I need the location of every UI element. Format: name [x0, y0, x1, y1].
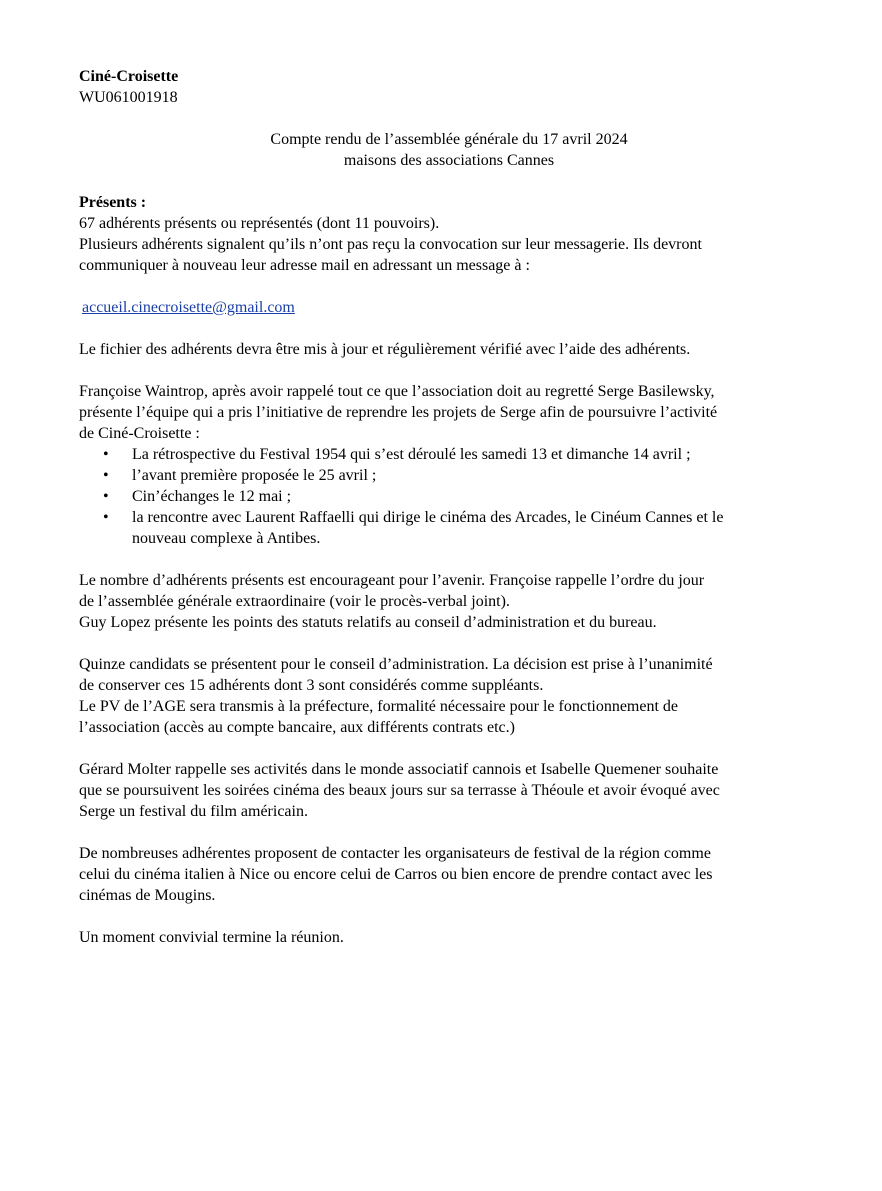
list-item: • La rétrospective du Festival 1954 qui s’est déroulé les samedi 13 et dimanche 14 avril ;: [103, 446, 691, 463]
activities-list: [79, 444, 819, 549]
org-id: WU061001918: [79, 89, 178, 106]
org-name: Ciné-Croisette: [79, 68, 179, 85]
bullet-icon: •: [103, 467, 109, 484]
quinze-paragraph: Quinze candidats se présentent pour le conseil d’administration. La décision est prise à l’unanimité de conserver ces 15 adhérents dont 3 sont considérés comme suppléants. Le PV de l’AGE sera transmis à la préfecture, formalité nécessaire pour le fonctionnement de l’association (accès au compte bancaire, aux différents contrats etc.): [79, 656, 713, 736]
list-item: • Cin’échanges le 12 mai ;: [103, 488, 292, 505]
list-item: • l’avant première proposée le 25 avril ;: [103, 467, 377, 484]
paragraph-line: Plusieurs adhérents signalent qu’ils n’ont pas reçu la convocation sur leur messagerie. Ils devront: [79, 236, 702, 253]
list-item: • la rencontre avec Laurent Raffaelli qui dirige le cinéma des Arcades, le Cinéum Cannes et le nouveau complexe à Antibes.: [103, 509, 724, 547]
nombre-paragraph: Le nombre d’adhérents présents est encourageant pour l’avenir. Françoise rappelle l’ordre du jour de l’assemblée générale extraordinaire (voir le procès-verbal joint). Guy Lopez présente les points des statuts relatifs au conseil d’administration et du bureau.: [79, 572, 705, 631]
paragraph-line: communiquer à nouveau leur adresse mail en adressant un message à :: [79, 257, 530, 274]
paragraph-line: présente l’équipe qui a pris l’initiative de reprendre les projets de Serge afin de poursuivre l’activité: [79, 404, 718, 421]
presents-heading: Présents :: [79, 194, 147, 211]
presents-section: [79, 192, 819, 318]
nombreuses-paragraph: De nombreuses adhérentes proposent de contacter les organisateurs de festival de la région comme celui du cinéma italien à Nice ou encore celui de Carros ou bien encore de prendre contact avec les cinémas de Mougins.: [79, 845, 713, 904]
report-title: [79, 129, 819, 171]
paragraph-line: Françoise Waintrop, après avoir rappelé tout ce que l’association doit au regretté Serge Basilewsky,: [79, 383, 715, 400]
email-link[interactable]: accueil.cinecroisette@gmail.com: [82, 299, 295, 316]
fichier-paragraph: Le fichier des adhérents devra être mis à jour et régulièrement vérifié avec l’aide des adhérents.: [79, 341, 691, 358]
bullet-icon: •: [103, 509, 109, 526]
francoise-section: [79, 381, 819, 549]
title-line-2: maisons des associations Cannes: [343, 152, 555, 169]
closing-paragraph: Un moment convivial termine la réunion.: [79, 929, 344, 946]
document-page: [79, 66, 819, 948]
gerard-paragraph: Gérard Molter rappelle ses activités dans le monde associatif cannois et Isabelle Quemener souhaite que se poursuivent les soirées cinéma des beaux jours sur sa terrasse à Théoule et avoir évoqué avec Serge un festival du film américain.: [79, 761, 720, 820]
bullet-icon: •: [103, 488, 109, 505]
paragraph-line: de Ciné-Croisette :: [79, 425, 200, 442]
bullet-icon: •: [103, 446, 109, 463]
title-line-1: Compte rendu de l’assemblée générale du 17 avril 2024: [270, 131, 628, 148]
paragraph-line: 67 adhérents présents ou représentés (dont 11 pouvoirs).: [79, 215, 440, 232]
